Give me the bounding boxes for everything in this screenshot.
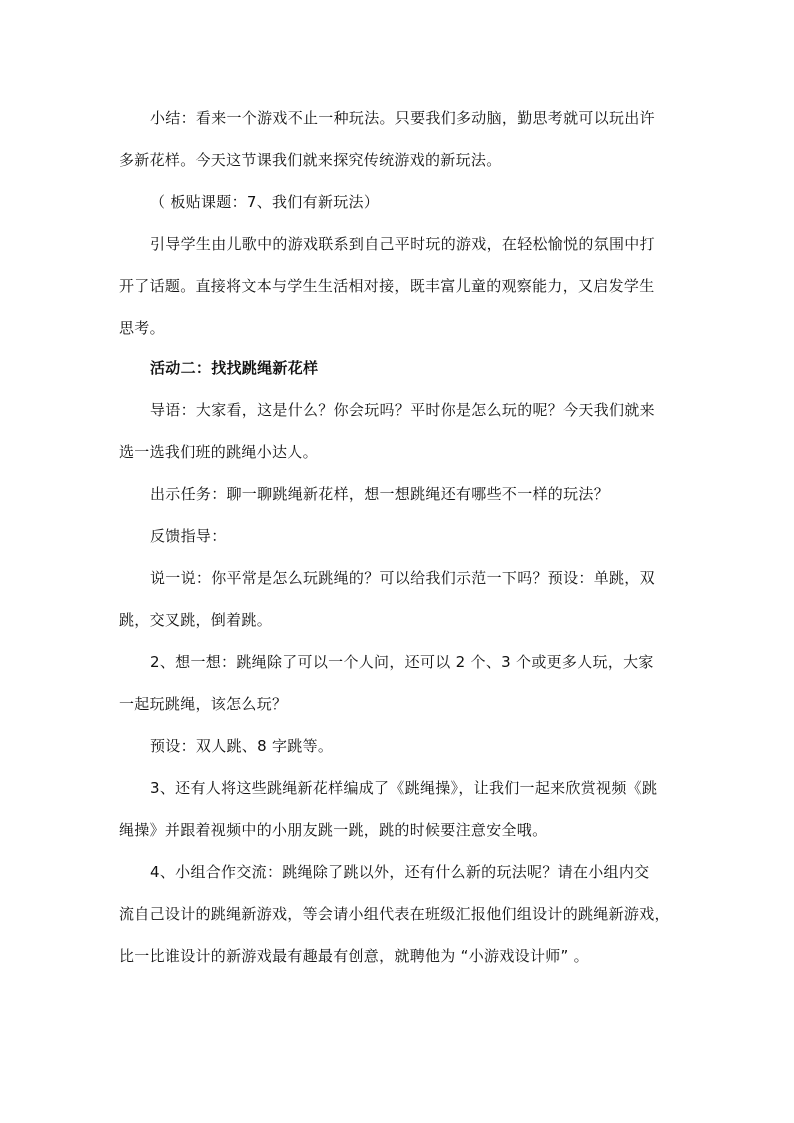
text-line: 比一比谁设计的新游戏最有趣最有创意，就聘他为 “小游戏设计师” 。 bbox=[119, 947, 589, 965]
paragraph-task bbox=[119, 473, 679, 515]
text-line: 一起玩跳绳，该怎么玩？ bbox=[119, 695, 288, 713]
paragraph-feedback bbox=[119, 515, 679, 557]
text-line: 绳操》并跟着视频中的小朋友跳一跳，跳的时候要注意安全哦。 bbox=[119, 821, 548, 839]
text-line: 说一说：你平常是怎么玩跳绳的？可以给我们示范一下吗？预设：单跳，双 bbox=[150, 569, 655, 587]
text-line: 思考。 bbox=[119, 319, 165, 337]
text-line: 3、还有人将这些跳绳新花样编成了《跳绳操》，让我们一起来欣赏视频《跳 bbox=[150, 779, 658, 797]
paragraph-step-3 bbox=[119, 767, 679, 851]
section-heading bbox=[119, 347, 679, 389]
text-line: 出示任务：聊一聊跳绳新花样，想一想跳绳还有哪些不一样的玩法？ bbox=[150, 485, 610, 503]
paragraph-step-1 bbox=[119, 557, 679, 641]
paragraph-guide-note bbox=[119, 223, 679, 349]
paragraph-step-2 bbox=[119, 641, 679, 725]
text-line: 预设：双人跳、8 字跳等。 bbox=[150, 737, 334, 755]
text-line: 导语：大家看，这是什么？你会玩吗？平时你是怎么玩的呢？今天我们就来 bbox=[150, 401, 655, 419]
text-line: 多新花样。今天这节课我们就来探究传统游戏的新玩法。 bbox=[119, 151, 502, 169]
text-line: 小结：看来一个游戏不止一种玩法。只要我们多动脑，勤思考就可以玩出许 bbox=[150, 109, 655, 127]
paragraph-preset bbox=[119, 725, 679, 767]
paragraph-step-4 bbox=[119, 851, 679, 977]
text-line: 跳，交叉跳，倒着跳。 bbox=[119, 611, 273, 629]
heading-text: 活动二：找找跳绳新花样 bbox=[150, 359, 319, 377]
text-line: 流自己设计的跳绳新游戏，等会请小组代表在班级汇报他们组设计的跳绳新游戏， bbox=[119, 905, 670, 923]
paragraph-summary bbox=[119, 97, 679, 181]
text-line: 选一选我们班的跳绳小达人。 bbox=[119, 443, 318, 461]
paragraph-board-title bbox=[119, 181, 679, 223]
text-line: 4、小组合作交流：跳绳除了跳以外，还有什么新的玩法呢？请在小组内交 bbox=[150, 863, 650, 881]
text-line: 2、想一想：跳绳除了可以一个人问，还可以 2 个、3 个或更多人玩，大家 bbox=[150, 653, 654, 671]
text-line: 引导学生由儿歌中的游戏联系到自己平时玩的游戏，在轻松愉悦的氛围中打 bbox=[150, 235, 655, 253]
text-line: 开了话题。直接将文本与学生生活相对接，既丰富儿童的观察能力，又启发学生 bbox=[119, 277, 655, 295]
text-line: （ 板贴课题：7、我们有新玩法） bbox=[150, 193, 380, 211]
paragraph-intro bbox=[119, 389, 679, 473]
text-line: 反馈指导： bbox=[150, 527, 227, 545]
